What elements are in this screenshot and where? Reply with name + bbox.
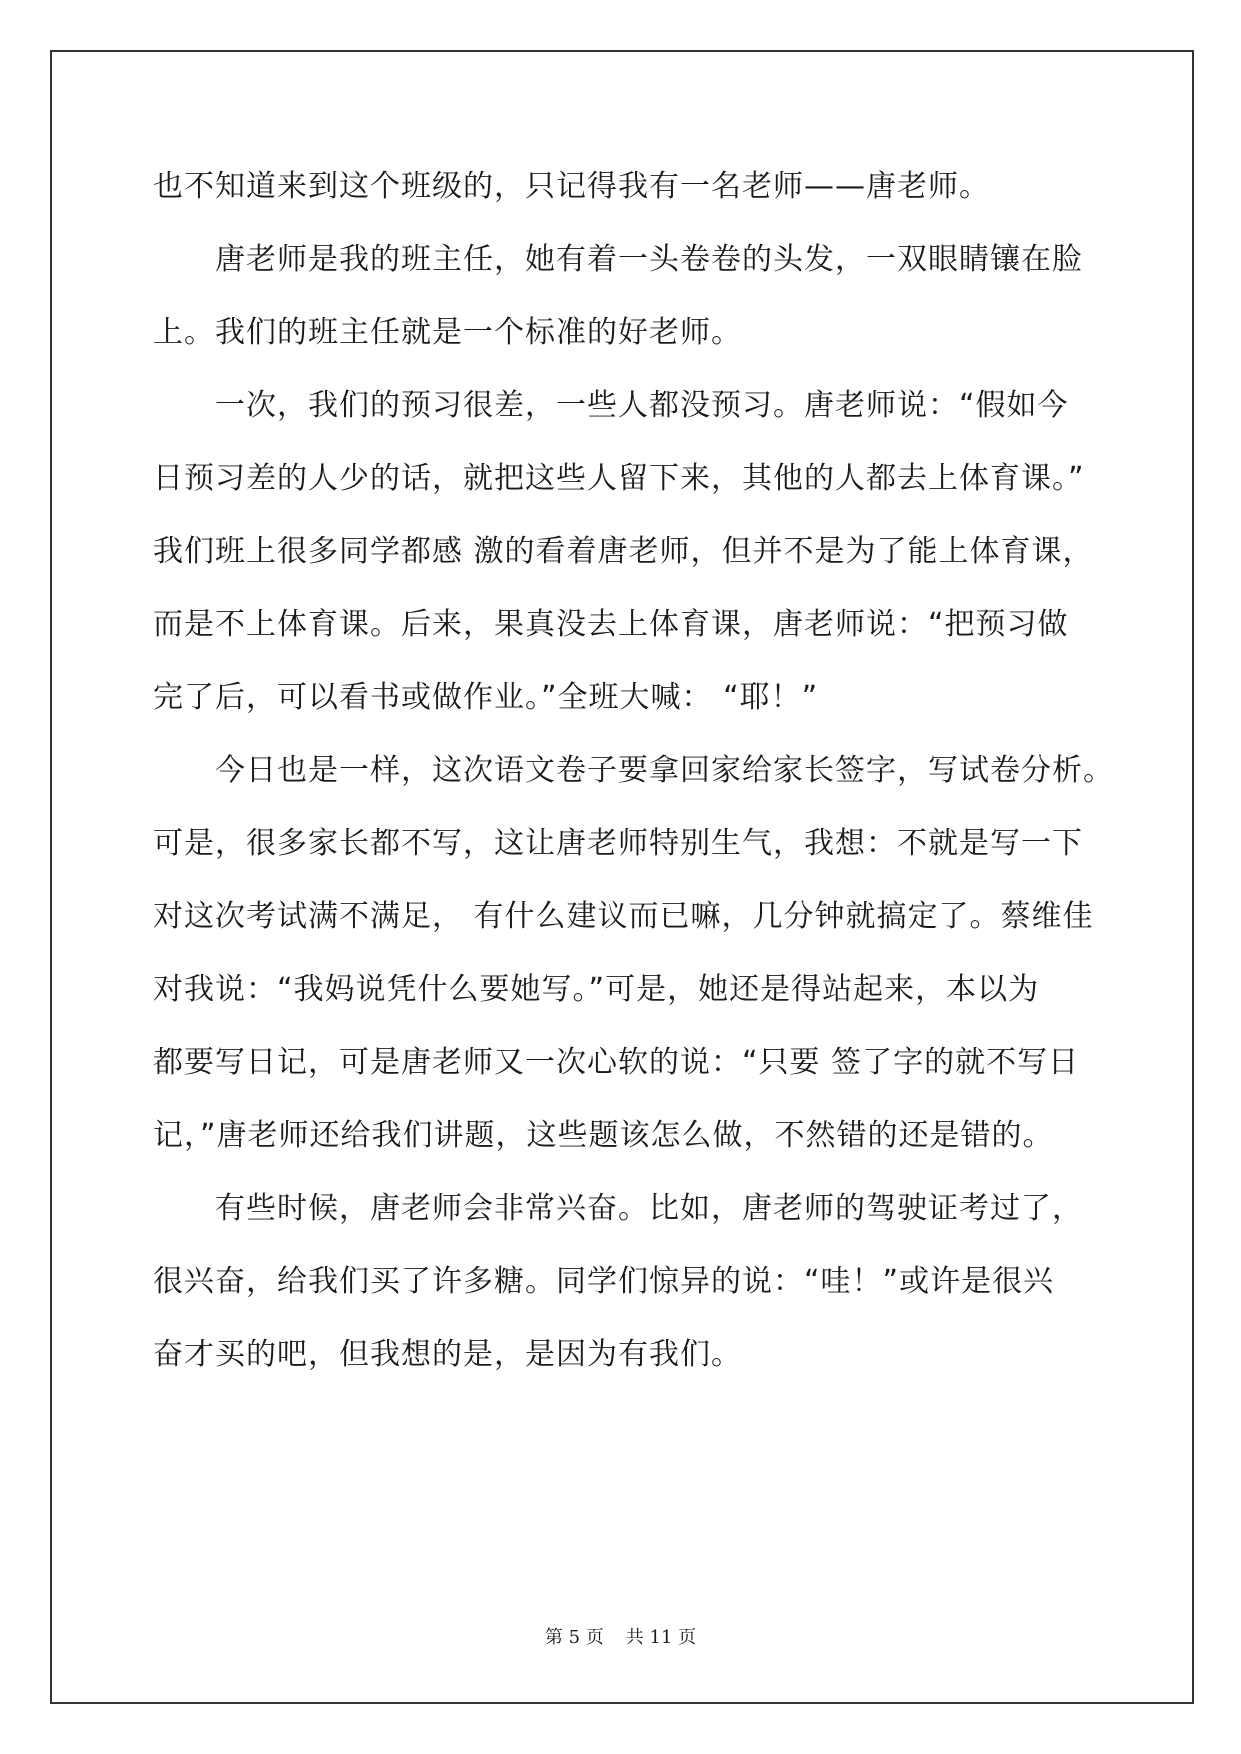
text-line: 都要写日记，可是唐老师又一次心软的说：“只要 签了字的就不写日	[153, 1045, 1080, 1080]
text-line: 可是，很多家长都不写，这让唐老师特别生气，我想：不就是写一下	[153, 826, 1083, 861]
document-body	[153, 168, 1114, 1409]
text-line: 一次，我们的预习很差，一些人都没预习。唐老师说：“假如今	[215, 388, 1069, 423]
text-line: 也不知道来到这个班级的，只记得我有一名老师——唐老师。	[153, 169, 990, 204]
text-line: 我们班上很多同学都感 激的看着唐老师，但并不是为了能上体育课，	[153, 534, 1094, 569]
text-line: 上。我们的班主任就是一个标准的好老师。	[153, 315, 742, 350]
text-line: 奋才买的吧，但我想的是，是因为有我们。	[153, 1337, 742, 1372]
page-total: 共 11 页	[625, 1627, 697, 1648]
text-line: 对这次考试满不满足， 有什么建议而已嘛，几分钟就搞定了。蔡维佳	[153, 899, 1094, 934]
text-line: 对我说：“我妈说凭什么要她写。”可是，她还是得站起来，本以为	[153, 972, 1040, 1007]
text-line: 日预习差的人少的话，就把这些人留下来，其他的人都去上体育课。”	[153, 461, 1085, 496]
text-line: 今日也是一样，这次语文卷子要拿回家给家长签字，写试卷分析。	[215, 753, 1114, 788]
page-footer	[0, 1623, 1241, 1649]
page-number: 第 5 页	[544, 1627, 604, 1648]
text-line: 记，”唐老师还给我们讲题，这些题该怎么做，不然错的还是错的。	[153, 1118, 1054, 1153]
text-line: 很兴奋，给我们买了许多糖。同学们惊异的说：“哇！”或许是很兴	[153, 1264, 1055, 1299]
text-line: 唐老师是我的班主任，她有着一头卷卷的头发，一双眼睛镶在脸	[215, 242, 1083, 277]
text-line: 而是不上体育课。后来，果真没去上体育课，唐老师说：“把预习做	[153, 607, 1069, 642]
text-line: 有些时候，唐老师会非常兴奋。比如，唐老师的驾驶证考过了，	[215, 1191, 1083, 1226]
text-line: 完了后，可以看书或做作业。”全班大喊： “耶！”	[153, 680, 819, 715]
